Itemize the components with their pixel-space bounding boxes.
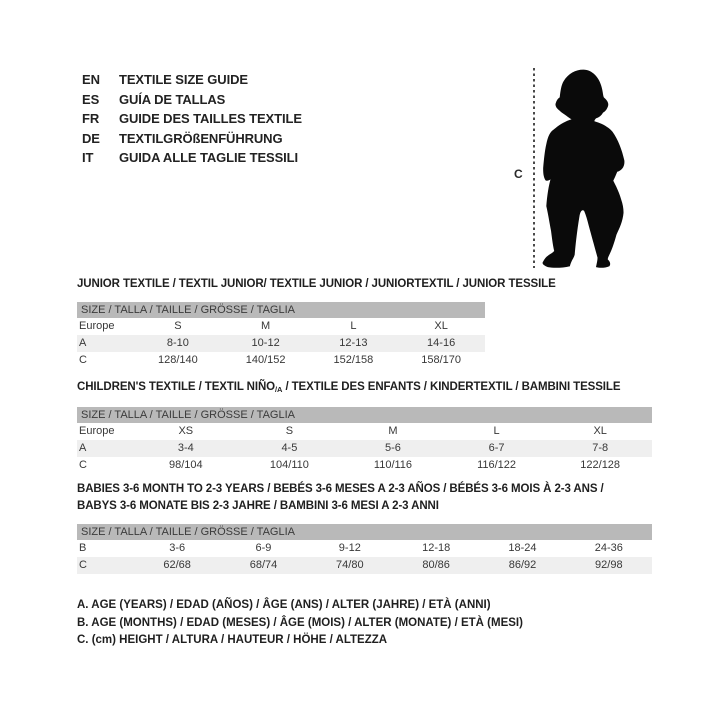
language-row-en xyxy=(82,70,302,90)
size-table-junior xyxy=(77,276,556,369)
size-cell: XL xyxy=(434,320,448,332)
size-cell: 18-24 xyxy=(508,542,537,554)
language-label: TEXTILE SIZE GUIDE xyxy=(119,72,248,87)
table-title xyxy=(77,481,652,515)
size-cell: 158/170 xyxy=(421,354,461,366)
row-label: B xyxy=(79,542,87,554)
size-cell: 8-10 xyxy=(166,337,189,349)
row-label: A xyxy=(79,442,87,454)
row-label: A xyxy=(79,337,87,349)
language-label: TEXTILGRÖßENFÜHRUNG xyxy=(119,130,283,146)
size-cell: XL xyxy=(593,425,607,437)
table-title-line xyxy=(77,379,652,398)
size-cell: 5-6 xyxy=(385,442,401,454)
language-code: EN xyxy=(82,72,100,87)
row-label: C xyxy=(79,559,87,571)
size-cell: 98/104 xyxy=(168,459,203,471)
size-cell: 116/122 xyxy=(477,459,517,471)
language-label: GUÍA DE TALLAS xyxy=(119,91,226,107)
height-measure-line xyxy=(533,68,535,268)
language-code: ES xyxy=(82,91,100,107)
table-row xyxy=(77,335,485,352)
table-header-bar: SIZE / TALLA / TAILLE / GRÖSSE / TAGLIA xyxy=(77,302,485,318)
language-row-it xyxy=(82,148,302,168)
language-code: IT xyxy=(82,150,94,165)
footnote: B. AGE (MONTHS) / EDAD (MESES) / ÂGE (MOIS) / ALTER (MONATE) / ETÀ (MESI) xyxy=(77,616,523,629)
title-text: BABIES 3-6 MONTH TO 2-3 YEARS / BEBÉS 3-6 MESES A 2-3 AÑOS / BÉBÉS 3-6 MOIS À 2-3 ANS / xyxy=(77,483,604,495)
row-label: Europe xyxy=(79,320,115,332)
title-text: BABYS 3-6 MONATE BIS 2-3 JAHRE / BAMBINI 3-6 MESI A 2-3 ANNI xyxy=(77,500,439,512)
size-cell: M xyxy=(261,320,271,332)
title-text: CHILDREN'S TEXTILE / TEXTIL NIÑO xyxy=(77,381,276,393)
size-cell: 74/80 xyxy=(336,559,364,571)
table-header-bar: SIZE / TALLA / TAILLE / GRÖSSE / TAGLIA xyxy=(77,407,652,423)
language-code: DE xyxy=(82,130,100,146)
language-list xyxy=(82,70,302,168)
size-cell: 122/128 xyxy=(580,459,621,471)
size-cell: 152/158 xyxy=(333,354,374,366)
height-measure-label: C xyxy=(514,167,523,181)
title-text: / TEXTILE DES ENFANTS / KINDERTEXTIL / BAMBINI TESSILE xyxy=(282,381,621,393)
size-cell: S xyxy=(174,320,182,332)
row-label: C xyxy=(79,354,87,366)
size-cell: 68/74 xyxy=(249,559,278,571)
size-cell: 12-18 xyxy=(422,542,451,554)
footnote: C. (cm) HEIGHT / ALTURA / HAUTEUR / HÖHE / ALTEZZA xyxy=(77,634,388,646)
size-cell: 128/140 xyxy=(157,354,198,366)
size-cell: 80/86 xyxy=(422,559,450,571)
table-row xyxy=(77,557,652,574)
size-cell: XS xyxy=(178,425,194,437)
size-cell: 6-7 xyxy=(488,442,505,454)
table-row xyxy=(77,440,652,457)
language-row-es xyxy=(82,90,302,110)
table-row xyxy=(77,423,652,440)
table-row xyxy=(77,352,485,369)
language-row-de xyxy=(82,129,302,149)
size-cell: L xyxy=(350,320,357,332)
size-cell: 24-36 xyxy=(594,542,623,554)
table-title-line xyxy=(77,481,652,498)
size-cell: 3-6 xyxy=(169,542,186,554)
row-label: Europe xyxy=(79,425,115,437)
size-cell: 86/92 xyxy=(508,559,537,571)
language-row-fr xyxy=(82,109,302,129)
table-title-line xyxy=(77,276,556,293)
size-cell: 4-5 xyxy=(281,442,298,454)
size-cell: 10-12 xyxy=(251,337,280,349)
size-cell: 7-8 xyxy=(592,442,609,454)
language-label: GUIDA ALLE TAGLIE TESSILI xyxy=(119,150,299,165)
footnote: A. AGE (YEARS) / EDAD (AÑOS) / ÂGE (ANS) / ALTER (JAHRE) / ETÀ (ANNI) xyxy=(77,599,491,611)
language-label: GUIDE DES TAILLES TEXTILE xyxy=(119,111,302,126)
size-cell: 92/98 xyxy=(595,559,623,571)
size-cell: 14-16 xyxy=(427,337,456,349)
title-text: JUNIOR TEXTILE / TEXTIL JUNIOR/ TEXTILE JUNIOR / JUNIORTEXTIL / JUNIOR TESSILE xyxy=(77,278,556,290)
size-cell: S xyxy=(285,425,294,437)
table-row xyxy=(77,318,485,335)
size-table-babies xyxy=(77,481,652,574)
language-code: FR xyxy=(82,111,100,126)
table-title xyxy=(77,379,652,398)
size-cell: 62/68 xyxy=(163,559,191,571)
table-title-line xyxy=(77,498,652,515)
size-cell: 6-9 xyxy=(255,542,272,554)
size-cell: 3-4 xyxy=(177,442,194,454)
size-cell: 12-13 xyxy=(339,337,368,349)
size-cell: M xyxy=(388,425,398,437)
size-cell: 104/110 xyxy=(269,459,309,471)
table-row xyxy=(77,457,652,474)
row-label: C xyxy=(79,459,87,471)
toddler-silhouette-icon xyxy=(540,63,633,271)
footnotes xyxy=(77,597,523,650)
table-header-bar: SIZE / TALLA / TAILLE / GRÖSSE / TAGLIA xyxy=(77,524,652,540)
table-row xyxy=(77,540,652,557)
size-table-children xyxy=(77,379,652,474)
size-cell: 110/116 xyxy=(373,459,413,471)
size-cell: 9-12 xyxy=(338,542,361,554)
size-cell: 140/152 xyxy=(245,354,286,366)
title-subscript: /A xyxy=(275,385,283,394)
size-cell: L xyxy=(493,425,500,437)
table-title xyxy=(77,276,556,293)
